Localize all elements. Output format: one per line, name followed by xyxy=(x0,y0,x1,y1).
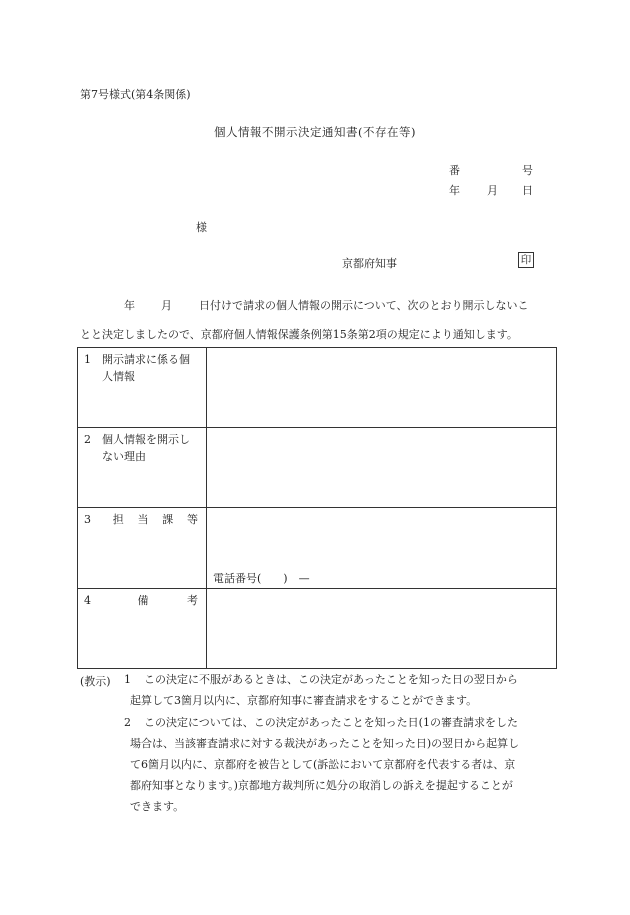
notes-tag: (教示) xyxy=(80,675,111,688)
row-label-line2: 人情報 xyxy=(102,370,135,383)
note-number: 1 xyxy=(124,673,131,686)
addressee-honorific: 様 xyxy=(196,221,207,234)
row-label-char: 担 xyxy=(112,513,124,526)
row-number: 3 xyxy=(84,513,91,526)
note-line: て6箇月以内に、京都府を被告として(訴訟において京都府を代表する者は、京 xyxy=(130,758,516,771)
row-label-line1: 開示請求に係る個 xyxy=(102,353,190,366)
note-item xyxy=(124,669,557,711)
body-line-2: とと決定しましたので、京都府個人情報保護条例第15条第2項の規定により通知します。 xyxy=(80,328,518,341)
row-label-char: 等 xyxy=(187,513,198,526)
note-number: 2 xyxy=(124,716,131,729)
row-label-char: 課 xyxy=(162,513,174,526)
row-number: 2 xyxy=(84,433,91,446)
row-label-line2: ない理由 xyxy=(102,450,146,463)
row-label-char: 当 xyxy=(137,513,149,526)
row-label xyxy=(78,348,207,428)
form-label: 第7号様式(第4条関係) xyxy=(80,88,191,101)
disclosure-table xyxy=(77,347,557,669)
row-number: 1 xyxy=(84,353,91,366)
table-row xyxy=(78,589,557,669)
table-row xyxy=(78,428,557,508)
row-number: 4 xyxy=(84,594,91,607)
body-line-1-text: 日付けで請求の個人情報の開示について、次のとおり開示しないこ xyxy=(199,299,529,312)
phone-number-label: 電話番号( ) — xyxy=(213,572,310,585)
note-line: 起算して3箇月以内に、京都府知事に審査請求をすることができます。 xyxy=(130,694,478,707)
date-month-label: 月 xyxy=(487,184,498,197)
row-label-line1: 個人情報を開示し xyxy=(102,433,190,446)
body-month: 月 xyxy=(161,299,172,312)
note-item xyxy=(124,712,557,817)
requested-info-field[interactable] xyxy=(207,348,557,428)
row-label-char: 備 xyxy=(137,594,149,607)
row-label xyxy=(78,589,207,669)
note-line: できます。 xyxy=(130,800,185,813)
row-label-char: 考 xyxy=(187,594,198,607)
number-label: 番 xyxy=(449,164,460,177)
note-line: この決定に不服があるときは、この決定があったことを知った日の翌日から xyxy=(144,673,518,686)
row-label xyxy=(78,508,207,589)
date-day-label: 日 xyxy=(522,184,533,197)
note-line: この決定については、この決定があったことを知った日(1の審査請求をした xyxy=(144,716,518,729)
date-year-label: 年 xyxy=(449,184,460,197)
sender-name: 京都府知事 xyxy=(342,257,397,270)
table-row xyxy=(78,348,557,428)
body-year: 年 xyxy=(124,299,135,312)
note-line: 都府知事となります。)京都地方裁判所に処分の取消しの訴えを提起することが xyxy=(130,779,513,792)
document-title: 個人情報不開示決定通知書(不存在等) xyxy=(214,125,416,139)
reason-field[interactable] xyxy=(207,428,557,508)
number-suffix: 号 xyxy=(522,164,533,177)
table-row xyxy=(78,508,557,589)
seal-mark: 印 xyxy=(518,252,534,268)
department-field[interactable] xyxy=(207,508,557,589)
remarks-field[interactable] xyxy=(207,589,557,669)
note-line: 場合は、当該審査請求に対する裁決があったことを知った日)の翌日から起算し xyxy=(130,737,520,750)
row-label xyxy=(78,428,207,508)
